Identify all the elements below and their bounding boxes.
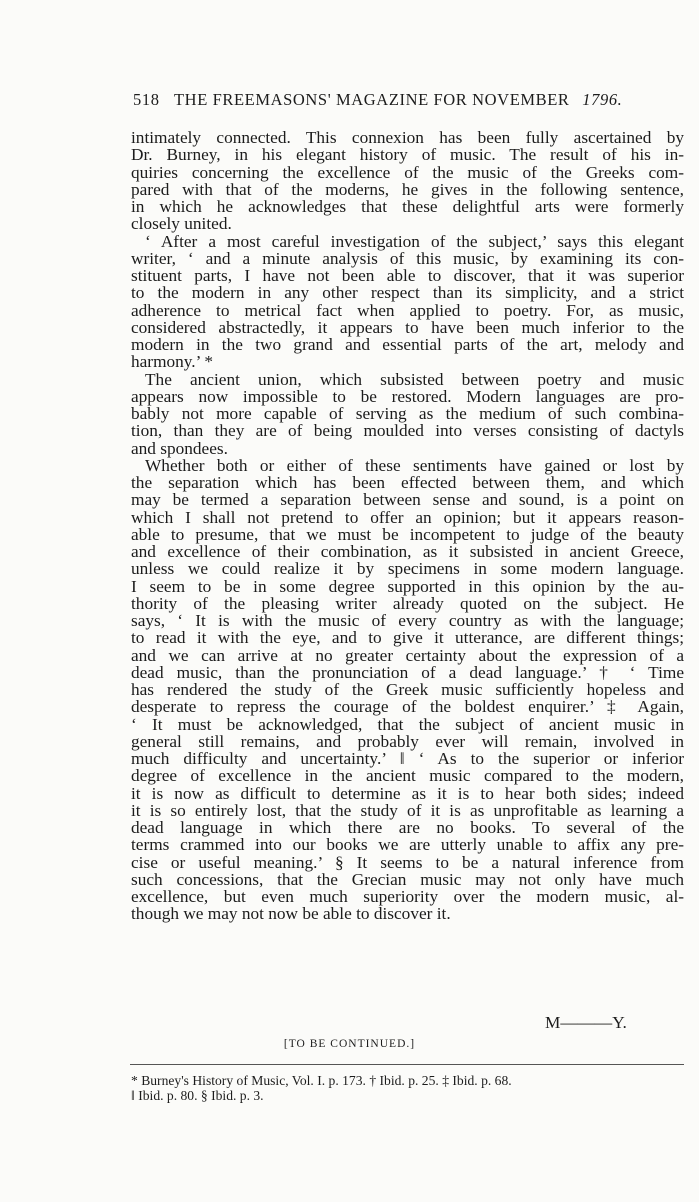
text-line: general still remains, and probably ever will remain, involved in [131, 731, 684, 751]
footnotes [131, 1073, 684, 1103]
text-line: and we can arrive at no greater certainty about the expression of a [131, 645, 684, 665]
text-line: cise or useful meaning.’ § It seems to be a natural inference from [131, 852, 684, 872]
text-line: ‘ It must be acknowledged, that the subject of ancient music in [131, 714, 684, 734]
text-line: desperate to repress the courage of the boldest enquirer.’ ‡ Again, [131, 697, 684, 717]
text-line: much difficulty and uncertainty.’ ‖ ‘ As to the superior or inferior [131, 749, 684, 768]
text-line: tion, than they are of being moulded into verses consisting of dactyls [131, 421, 684, 441]
text-line: to the modern in any other respect than its simplicity, and a strict [131, 283, 684, 303]
footnote-line: * Burney's History of Music, Vol. I. p. 173. † Ibid. p. 25. ‡ Ibid. p. 68. [131, 1073, 512, 1088]
running-header [133, 90, 685, 110]
text-line: such concessions, that the Grecian music may not only have much [131, 869, 684, 889]
text-line: able to presume, that we must be incompetent to judge of the beauty [131, 524, 684, 544]
text-line: ‘ After a most careful investigation of the subject,’ says this elegant [145, 231, 684, 251]
text-line: dead language in which there are no books. To several of the [131, 818, 684, 837]
text-line: The ancient union, which subsisted between poetry and music [145, 369, 684, 389]
text-line: closely united. [131, 214, 232, 234]
author-signoff: M———Y. [545, 1013, 627, 1032]
text-line: dead music, than the pronunciation of a dead language.’ † ‘ Time [131, 662, 684, 682]
running-title: THE FREEMASONS' MAGAZINE FOR NOVEMBER [174, 90, 570, 109]
to-be-continued-note: [TO BE CONTINUED.] [283, 1038, 416, 1050]
text-line: it is so entirely lost, that the study of it is as unprofitable as learning a [131, 800, 684, 820]
text-line: terms crammed into our books we are utterly unable to affix any pre- [131, 835, 684, 855]
text-line: intimately connected. This connexion has been fully ascertained by [131, 128, 684, 147]
text-line: it is now as difficult to determine as it is to hear both sides; indeed [131, 783, 684, 803]
footnote-rule [130, 1064, 684, 1065]
text-line: writer, ‘ and a minute analysis of this music, by examining its con- [131, 248, 684, 268]
text-line: harmony.’ * [131, 352, 214, 372]
text-line: quiries concerning the excellence of the music of the Greeks com- [131, 162, 684, 182]
text-line: though we may not now be able to discover it. [131, 904, 451, 924]
text-line: pared with that of the moderns, he gives in the following sentence, [131, 179, 684, 199]
page-number: 518 [133, 90, 160, 109]
text-line: has rendered the study of the Greek music sufficiently hopeless and [131, 680, 684, 699]
text-line: which I shall not pretend to offer an opinion; but it appears reason- [131, 507, 684, 527]
text-line: may be termed a separation between sense and sound, is a point on [131, 490, 684, 510]
text-line: thority of the pleasing writer already quoted on the subject. He [131, 593, 684, 613]
text-line: in which he acknowledges that these delightful arts were formerly [131, 197, 684, 216]
text-line: appears now impossible to be restored. Modern languages are pro- [131, 386, 684, 406]
text-line: the separation which has been effected between them, and which [131, 473, 684, 492]
text-line: modern in the two grand and essential parts of the art, melody and [131, 335, 684, 354]
text-line: Whether both or either of these sentiments have gained or lost by [145, 455, 684, 475]
text-line: adherence to metrical fact when applied to poetry. For, as music, [131, 300, 684, 320]
text-line: to read it with the eye, and to give it utterance, are different things; [131, 628, 684, 648]
text-line: unless we could realize it by specimens in some modern language. [131, 559, 684, 579]
text-line: excellence, but even much superiority over the modern music, al- [131, 887, 684, 906]
text-line: I seem to be in some degree supported in this opinion by the au- [131, 576, 684, 596]
text-line: bably not more capable of serving as the medium of such combina- [131, 404, 684, 423]
text-line: considered abstractedly, it appears to have been much inferior to the [131, 317, 684, 337]
text-line: Dr. Burney, in his elegant history of music. The result of his in- [131, 145, 684, 165]
running-year: 1796. [582, 90, 623, 109]
footnote-line: ‖ Ibid. p. 80. § Ibid. p. 3. [131, 1088, 264, 1103]
text-line: and spondees. [131, 438, 228, 458]
text-line: stituent parts, I have not been able to discover, that it was superior [131, 266, 684, 285]
article-body [131, 129, 684, 923]
text-line: says, ‘ It is with the music of every country as with the language; [131, 611, 684, 630]
text-line: and excellence of their combination, as it subsisted in ancient Greece, [131, 542, 684, 561]
text-line: degree of excellence in the ancient music compared to the modern, [131, 766, 684, 786]
